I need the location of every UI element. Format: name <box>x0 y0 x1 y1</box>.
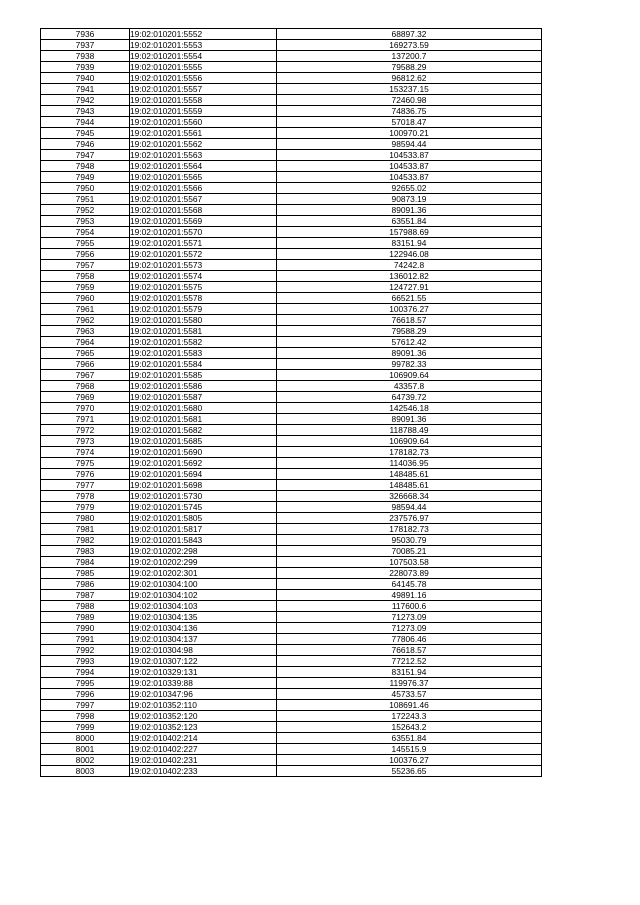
row-number-cell: 7987 <box>41 590 130 601</box>
table-row <box>41 436 542 447</box>
table-row <box>41 271 542 282</box>
table-row <box>41 634 542 645</box>
table-row <box>41 216 542 227</box>
table-row <box>41 568 542 579</box>
row-number-cell: 7969 <box>41 392 130 403</box>
amount-cell: 104533.87 <box>277 161 542 172</box>
row-number-cell: 7972 <box>41 425 130 436</box>
amount-cell: 178182.73 <box>277 524 542 535</box>
amount-cell: 100970.21 <box>277 128 542 139</box>
table-row <box>41 205 542 216</box>
row-number-cell: 7945 <box>41 128 130 139</box>
table-row <box>41 40 542 51</box>
cadastral-number-cell: 19:02:010201:5560 <box>130 117 277 128</box>
cadastral-number-cell: 19:02:010304:137 <box>130 634 277 645</box>
amount-cell: 148485.61 <box>277 480 542 491</box>
cadastral-number-cell: 19:02:010201:5685 <box>130 436 277 447</box>
table-row <box>41 73 542 84</box>
row-number-cell: 7982 <box>41 535 130 546</box>
table-row <box>41 601 542 612</box>
cadastral-number-cell: 19:02:010201:5694 <box>130 469 277 480</box>
amount-cell: 152643.2 <box>277 722 542 733</box>
amount-cell: 157988.69 <box>277 227 542 238</box>
amount-cell: 114036.95 <box>277 458 542 469</box>
row-number-cell: 7963 <box>41 326 130 337</box>
table-row <box>41 150 542 161</box>
cadastral-number-cell: 19:02:010201:5552 <box>130 29 277 40</box>
cadastral-number-cell: 19:02:010304:136 <box>130 623 277 634</box>
table-row <box>41 656 542 667</box>
row-number-cell: 7975 <box>41 458 130 469</box>
cadastral-number-cell: 19:02:010201:5584 <box>130 359 277 370</box>
table-row <box>41 106 542 117</box>
amount-cell: 100376.27 <box>277 755 542 766</box>
cadastral-number-cell: 19:02:010201:5562 <box>130 139 277 150</box>
table-row <box>41 513 542 524</box>
cadastral-number-cell: 19:02:010201:5557 <box>130 84 277 95</box>
row-number-cell: 7978 <box>41 491 130 502</box>
cadastral-number-cell: 19:02:010201:5680 <box>130 403 277 414</box>
amount-cell: 237576.97 <box>277 513 542 524</box>
cadastral-number-cell: 19:02:010201:5558 <box>130 95 277 106</box>
cadastral-number-cell: 19:02:010201:5554 <box>130 51 277 62</box>
table-row <box>41 700 542 711</box>
row-number-cell: 7979 <box>41 502 130 513</box>
row-number-cell: 7961 <box>41 304 130 315</box>
document-page <box>40 28 542 777</box>
amount-cell: 148485.61 <box>277 469 542 480</box>
amount-cell: 71273.09 <box>277 612 542 623</box>
cadastral-number-cell: 19:02:010352:123 <box>130 722 277 733</box>
amount-cell: 92655.02 <box>277 183 542 194</box>
amount-cell: 107503.58 <box>277 557 542 568</box>
cadastral-number-cell: 19:02:010201:5571 <box>130 238 277 249</box>
row-number-cell: 7936 <box>41 29 130 40</box>
cadastral-number-cell: 19:02:010307:122 <box>130 656 277 667</box>
row-number-cell: 7958 <box>41 271 130 282</box>
row-number-cell: 7951 <box>41 194 130 205</box>
table-row <box>41 249 542 260</box>
cadastral-number-cell: 19:02:010201:5556 <box>130 73 277 84</box>
cadastral-number-cell: 19:02:010304:135 <box>130 612 277 623</box>
cadastral-number-cell: 19:02:010402:231 <box>130 755 277 766</box>
row-number-cell: 7992 <box>41 645 130 656</box>
cadastral-number-cell: 19:02:010201:5681 <box>130 414 277 425</box>
row-number-cell: 7994 <box>41 667 130 678</box>
amount-cell: 96812.62 <box>277 73 542 84</box>
row-number-cell: 7938 <box>41 51 130 62</box>
row-number-cell: 7950 <box>41 183 130 194</box>
cadastral-number-cell: 19:02:010201:5586 <box>130 381 277 392</box>
cadastral-number-cell: 19:02:010202:298 <box>130 546 277 557</box>
cadastral-number-cell: 19:02:010201:5583 <box>130 348 277 359</box>
table-row <box>41 172 542 183</box>
row-number-cell: 7947 <box>41 150 130 161</box>
row-number-cell: 8002 <box>41 755 130 766</box>
row-number-cell: 7964 <box>41 337 130 348</box>
table-row <box>41 689 542 700</box>
row-number-cell: 8001 <box>41 744 130 755</box>
row-number-cell: 7976 <box>41 469 130 480</box>
row-number-cell: 7968 <box>41 381 130 392</box>
amount-cell: 118788.49 <box>277 425 542 436</box>
cadastral-number-cell: 19:02:010201:5565 <box>130 172 277 183</box>
amount-cell: 64145.78 <box>277 579 542 590</box>
cadastral-number-cell: 19:02:010352:120 <box>130 711 277 722</box>
row-number-cell: 7986 <box>41 579 130 590</box>
table-row <box>41 95 542 106</box>
row-number-cell: 7953 <box>41 216 130 227</box>
table-row <box>41 84 542 95</box>
row-number-cell: 7977 <box>41 480 130 491</box>
amount-cell: 119976.37 <box>277 678 542 689</box>
cadastral-number-cell: 19:02:010402:214 <box>130 733 277 744</box>
table-row <box>41 733 542 744</box>
table-row <box>41 282 542 293</box>
table-row <box>41 227 542 238</box>
table-row <box>41 425 542 436</box>
row-number-cell: 8000 <box>41 733 130 744</box>
row-number-cell: 7946 <box>41 139 130 150</box>
table-row <box>41 326 542 337</box>
row-number-cell: 7989 <box>41 612 130 623</box>
row-number-cell: 7973 <box>41 436 130 447</box>
table-row <box>41 29 542 40</box>
cadastral-number-cell: 19:02:010201:5690 <box>130 447 277 458</box>
table-row <box>41 260 542 271</box>
amount-cell: 57612.42 <box>277 337 542 348</box>
cadastral-number-cell: 19:02:010201:5555 <box>130 62 277 73</box>
cadastral-number-cell: 19:02:010347:96 <box>130 689 277 700</box>
row-number-cell: 7957 <box>41 260 130 271</box>
table-row <box>41 139 542 150</box>
amount-cell: 228073.89 <box>277 568 542 579</box>
table-row <box>41 370 542 381</box>
cadastral-number-cell: 19:02:010201:5745 <box>130 502 277 513</box>
cadastral-number-cell: 19:02:010201:5575 <box>130 282 277 293</box>
amount-cell: 79588.29 <box>277 62 542 73</box>
row-number-cell: 7937 <box>41 40 130 51</box>
cadastral-number-cell: 19:02:010201:5569 <box>130 216 277 227</box>
amount-cell: 76618.57 <box>277 315 542 326</box>
cadastral-number-cell: 19:02:010201:5564 <box>130 161 277 172</box>
cadastral-number-cell: 19:02:010339:88 <box>130 678 277 689</box>
amount-cell: 83151.94 <box>277 238 542 249</box>
cadastral-number-cell: 19:02:010201:5587 <box>130 392 277 403</box>
amount-cell: 71273.09 <box>277 623 542 634</box>
cadastral-number-cell: 19:02:010201:5573 <box>130 260 277 271</box>
row-number-cell: 7997 <box>41 700 130 711</box>
cadastral-number-cell: 19:02:010304:102 <box>130 590 277 601</box>
table-row <box>41 645 542 656</box>
amount-cell: 104533.87 <box>277 172 542 183</box>
amount-cell: 89091.36 <box>277 414 542 425</box>
row-number-cell: 7942 <box>41 95 130 106</box>
table-row <box>41 755 542 766</box>
amount-cell: 77212.52 <box>277 656 542 667</box>
cadastral-number-cell: 19:02:010201:5579 <box>130 304 277 315</box>
amount-cell: 104533.87 <box>277 150 542 161</box>
cadastral-number-cell: 19:02:010201:5581 <box>130 326 277 337</box>
row-number-cell: 7956 <box>41 249 130 260</box>
cadastral-number-cell: 19:02:010201:5570 <box>130 227 277 238</box>
table-row <box>41 766 542 777</box>
table-row <box>41 491 542 502</box>
table-row <box>41 678 542 689</box>
amount-cell: 108691.46 <box>277 700 542 711</box>
row-number-cell: 7967 <box>41 370 130 381</box>
amount-cell: 106909.64 <box>277 436 542 447</box>
row-number-cell: 7959 <box>41 282 130 293</box>
amount-cell: 153237.15 <box>277 84 542 95</box>
row-number-cell: 7939 <box>41 62 130 73</box>
cadastral-number-cell: 19:02:010201:5582 <box>130 337 277 348</box>
amount-cell: 137200.7 <box>277 51 542 62</box>
amount-cell: 76618.57 <box>277 645 542 656</box>
amount-cell: 64739.72 <box>277 392 542 403</box>
row-number-cell: 7943 <box>41 106 130 117</box>
table-row <box>41 403 542 414</box>
table-row <box>41 502 542 513</box>
table-row <box>41 557 542 568</box>
row-number-cell: 7940 <box>41 73 130 84</box>
table-row <box>41 458 542 469</box>
cadastral-number-cell: 19:02:010202:301 <box>130 568 277 579</box>
table-row <box>41 711 542 722</box>
cadastral-number-cell: 19:02:010304:100 <box>130 579 277 590</box>
cadastral-number-cell: 19:02:010201:5559 <box>130 106 277 117</box>
amount-cell: 99782.33 <box>277 359 542 370</box>
amount-cell: 145515.9 <box>277 744 542 755</box>
row-number-cell: 7998 <box>41 711 130 722</box>
table-row <box>41 315 542 326</box>
table-row <box>41 337 542 348</box>
table-row <box>41 744 542 755</box>
cadastral-number-cell: 19:02:010201:5553 <box>130 40 277 51</box>
table-row <box>41 62 542 73</box>
amount-cell: 106909.64 <box>277 370 542 381</box>
records-table-body <box>41 29 542 777</box>
amount-cell: 66521.55 <box>277 293 542 304</box>
row-number-cell: 7984 <box>41 557 130 568</box>
cadastral-number-cell: 19:02:010402:227 <box>130 744 277 755</box>
amount-cell: 63551.84 <box>277 733 542 744</box>
cadastral-number-cell: 19:02:010201:5682 <box>130 425 277 436</box>
row-number-cell: 7960 <box>41 293 130 304</box>
row-number-cell: 7966 <box>41 359 130 370</box>
row-number-cell: 7948 <box>41 161 130 172</box>
row-number-cell: 7949 <box>41 172 130 183</box>
table-row <box>41 623 542 634</box>
cadastral-number-cell: 19:02:010201:5563 <box>130 150 277 161</box>
amount-cell: 122946.08 <box>277 249 542 260</box>
cadastral-number-cell: 19:02:010352:110 <box>130 700 277 711</box>
table-row <box>41 524 542 535</box>
row-number-cell: 7941 <box>41 84 130 95</box>
row-number-cell: 7996 <box>41 689 130 700</box>
amount-cell: 95030.79 <box>277 535 542 546</box>
cadastral-number-cell: 19:02:010201:5578 <box>130 293 277 304</box>
amount-cell: 72460.98 <box>277 95 542 106</box>
row-number-cell: 7990 <box>41 623 130 634</box>
row-number-cell: 7995 <box>41 678 130 689</box>
cadastral-number-cell: 19:02:010202:299 <box>130 557 277 568</box>
amount-cell: 74242.8 <box>277 260 542 271</box>
cadastral-number-cell: 19:02:010201:5567 <box>130 194 277 205</box>
row-number-cell: 7971 <box>41 414 130 425</box>
table-row <box>41 304 542 315</box>
amount-cell: 124727.91 <box>277 282 542 293</box>
table-row <box>41 447 542 458</box>
cadastral-number-cell: 19:02:010201:5698 <box>130 480 277 491</box>
cadastral-number-cell: 19:02:010201:5561 <box>130 128 277 139</box>
table-row <box>41 546 542 557</box>
amount-cell: 100376.27 <box>277 304 542 315</box>
table-row <box>41 238 542 249</box>
amount-cell: 178182.73 <box>277 447 542 458</box>
table-row <box>41 590 542 601</box>
table-row <box>41 392 542 403</box>
amount-cell: 89091.36 <box>277 348 542 359</box>
cadastral-number-cell: 19:02:010201:5730 <box>130 491 277 502</box>
row-number-cell: 7983 <box>41 546 130 557</box>
amount-cell: 83151.94 <box>277 667 542 678</box>
row-number-cell: 7981 <box>41 524 130 535</box>
row-number-cell: 7988 <box>41 601 130 612</box>
table-row <box>41 535 542 546</box>
amount-cell: 63551.84 <box>277 216 542 227</box>
row-number-cell: 7974 <box>41 447 130 458</box>
cadastral-number-cell: 19:02:010304:98 <box>130 645 277 656</box>
amount-cell: 172243.3 <box>277 711 542 722</box>
table-row <box>41 183 542 194</box>
table-row <box>41 667 542 678</box>
row-number-cell: 7944 <box>41 117 130 128</box>
row-number-cell: 7985 <box>41 568 130 579</box>
table-row <box>41 414 542 425</box>
table-row <box>41 480 542 491</box>
row-number-cell: 7999 <box>41 722 130 733</box>
amount-cell: 90873.19 <box>277 194 542 205</box>
amount-cell: 142546.18 <box>277 403 542 414</box>
table-row <box>41 612 542 623</box>
amount-cell: 70085.21 <box>277 546 542 557</box>
amount-cell: 49891.16 <box>277 590 542 601</box>
amount-cell: 45733.57 <box>277 689 542 700</box>
row-number-cell: 7962 <box>41 315 130 326</box>
amount-cell: 55236.65 <box>277 766 542 777</box>
amount-cell: 79588.29 <box>277 326 542 337</box>
amount-cell: 77806.46 <box>277 634 542 645</box>
row-number-cell: 7965 <box>41 348 130 359</box>
cadastral-number-cell: 19:02:010201:5692 <box>130 458 277 469</box>
table-row <box>41 722 542 733</box>
cadastral-number-cell: 19:02:010201:5572 <box>130 249 277 260</box>
records-table <box>40 28 542 777</box>
amount-cell: 74836.75 <box>277 106 542 117</box>
row-number-cell: 7954 <box>41 227 130 238</box>
cadastral-number-cell: 19:02:010201:5566 <box>130 183 277 194</box>
cadastral-number-cell: 19:02:010329:131 <box>130 667 277 678</box>
row-number-cell: 7993 <box>41 656 130 667</box>
table-row <box>41 194 542 205</box>
table-row <box>41 579 542 590</box>
row-number-cell: 8003 <box>41 766 130 777</box>
table-row <box>41 469 542 480</box>
cadastral-number-cell: 19:02:010201:5568 <box>130 205 277 216</box>
cadastral-number-cell: 19:02:010201:5574 <box>130 271 277 282</box>
cadastral-number-cell: 19:02:010201:5843 <box>130 535 277 546</box>
amount-cell: 68897.32 <box>277 29 542 40</box>
cadastral-number-cell: 19:02:010402:233 <box>130 766 277 777</box>
table-row <box>41 128 542 139</box>
table-row <box>41 359 542 370</box>
row-number-cell: 7955 <box>41 238 130 249</box>
table-row <box>41 293 542 304</box>
amount-cell: 136012.82 <box>277 271 542 282</box>
amount-cell: 326668.34 <box>277 491 542 502</box>
cadastral-number-cell: 19:02:010201:5817 <box>130 524 277 535</box>
cadastral-number-cell: 19:02:010201:5805 <box>130 513 277 524</box>
amount-cell: 98594.44 <box>277 139 542 150</box>
table-row <box>41 51 542 62</box>
table-row <box>41 348 542 359</box>
amount-cell: 57018.47 <box>277 117 542 128</box>
cadastral-number-cell: 19:02:010304:103 <box>130 601 277 612</box>
amount-cell: 89091.36 <box>277 205 542 216</box>
table-row <box>41 117 542 128</box>
row-number-cell: 7952 <box>41 205 130 216</box>
cadastral-number-cell: 19:02:010201:5585 <box>130 370 277 381</box>
amount-cell: 117600.6 <box>277 601 542 612</box>
table-row <box>41 161 542 172</box>
row-number-cell: 7970 <box>41 403 130 414</box>
row-number-cell: 7980 <box>41 513 130 524</box>
cadastral-number-cell: 19:02:010201:5580 <box>130 315 277 326</box>
amount-cell: 169273.59 <box>277 40 542 51</box>
amount-cell: 98594.44 <box>277 502 542 513</box>
row-number-cell: 7991 <box>41 634 130 645</box>
table-row <box>41 381 542 392</box>
amount-cell: 43357.8 <box>277 381 542 392</box>
